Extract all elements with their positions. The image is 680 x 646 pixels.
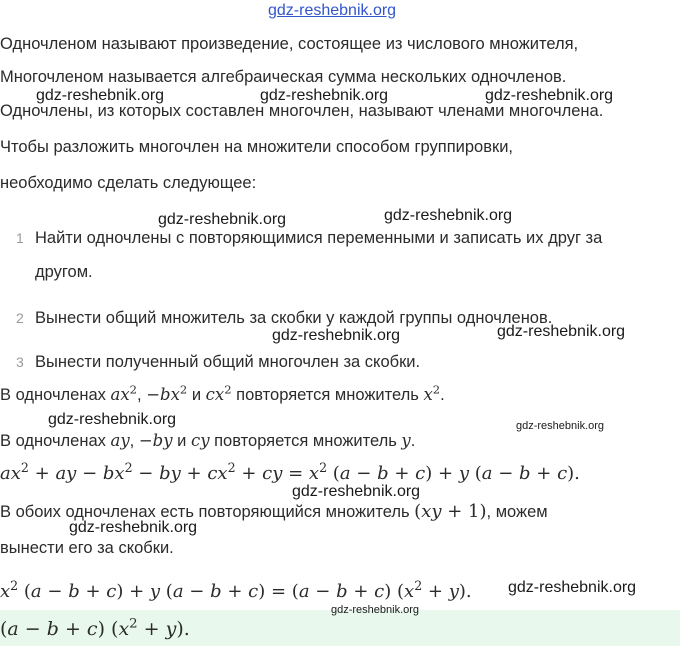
watermark: gdz-reshebnik.org xyxy=(36,87,165,104)
solution-line-2-post: повторяется множитель xyxy=(214,432,397,450)
grouping-intro: Чтобы разложить многочлен на множители способом группировки, xyxy=(0,138,513,156)
step-1-text-2: другом. xyxy=(35,263,93,281)
math-ay: ay xyxy=(110,431,130,450)
math-minus-by: −by xyxy=(138,431,173,450)
watermark: gdz-reshebnik.org xyxy=(384,207,513,224)
watermark: gdz-reshebnik.org xyxy=(48,411,177,428)
grouping-intro-2: необходимо сделать следующее: xyxy=(0,174,257,192)
watermark: gdz-reshebnik.org xyxy=(260,87,389,104)
step-3-text: Вынести полученный общий многочлен за скобки. xyxy=(35,353,421,371)
watermark-top: gdz-reshebnik.org xyxy=(268,2,397,19)
watermark: gdz-reshebnik.org xyxy=(497,323,626,340)
step-1-text: Найти одночлены с повторяющимися переменными и записать их друг за xyxy=(35,229,603,247)
solution-line-2-pre: В одночленах xyxy=(0,432,106,450)
watermark: gdz-reshebnik.org xyxy=(485,87,614,104)
math-xy-plus-1: (xy + 1) xyxy=(414,501,487,522)
watermark: gdz-reshebnik.org xyxy=(516,420,605,432)
formula-factoring: $x^2$ (a − b + c) + y (a − b + c) = (a − b + c) $(x^2 + y)$. xyxy=(0,578,472,602)
watermark: gdz-reshebnik.org xyxy=(158,211,287,228)
step-2-text: Вынести общий множитель за скобки у каждой группы одночленов. xyxy=(35,309,553,327)
definition-members: Одночлены, из которых составлен многочлен, называют членами многочлена. xyxy=(0,102,604,120)
definition-polynomial: Многочленом называется алгебраическая сумма нескольких одночленов. xyxy=(0,68,567,86)
math-ax2: $ax^2$ xyxy=(110,382,138,404)
solution-line-4: вынести его за скобки. xyxy=(0,539,174,557)
watermark: gdz-reshebnik.org xyxy=(508,579,637,596)
step-1-number: 1 xyxy=(16,230,24,246)
step-3-number: 3 xyxy=(16,354,24,370)
definition-monomial: Одночленом называют произведение, состоящее из числового множителя, xyxy=(0,35,579,53)
solution-line-1-pre: В одночленах xyxy=(0,386,106,404)
watermark: gdz-reshebnik.org xyxy=(272,327,401,344)
watermark: gdz-reshebnik.org xyxy=(69,519,198,536)
solution-line-2: В одночленах ay, −by и cy повторяется множитель y. xyxy=(0,431,416,450)
solution-line-3-text: В обоих одночленах есть повторяющийся множитель xyxy=(0,503,410,521)
math-y: y xyxy=(401,431,411,450)
solution-line-2-mid: и xyxy=(177,432,187,450)
watermark: gdz-reshebnik.org xyxy=(292,483,421,500)
solution-line-1-mid: и xyxy=(191,386,202,404)
math-cx2: $cx^2$ xyxy=(205,382,232,404)
math-x2: $x^2$ xyxy=(423,382,441,404)
watermark: gdz-reshebnik.org xyxy=(331,604,420,616)
math-minus-bx2: $-bx^2$ xyxy=(146,382,188,404)
math-cy: cy xyxy=(190,431,210,450)
solution-line-1-post: повторяется множитель xyxy=(236,386,419,404)
answer-formula: (a − b + c) $(x^2 + y)$. xyxy=(0,616,190,640)
solution-line-1: В одночленах $ax^2$, $-bx^2$ и $cx^2$ повторяется множитель $x^2$. xyxy=(0,382,445,404)
solution-line-3-end: , можем xyxy=(486,503,548,521)
step-2-number: 2 xyxy=(16,310,24,326)
formula-grouping: $ax^2$ + ay − $bx^2$ − by + $cx^2$ + cy = $x^2$ (a − b + c) + y (a − b + c). xyxy=(0,460,580,484)
